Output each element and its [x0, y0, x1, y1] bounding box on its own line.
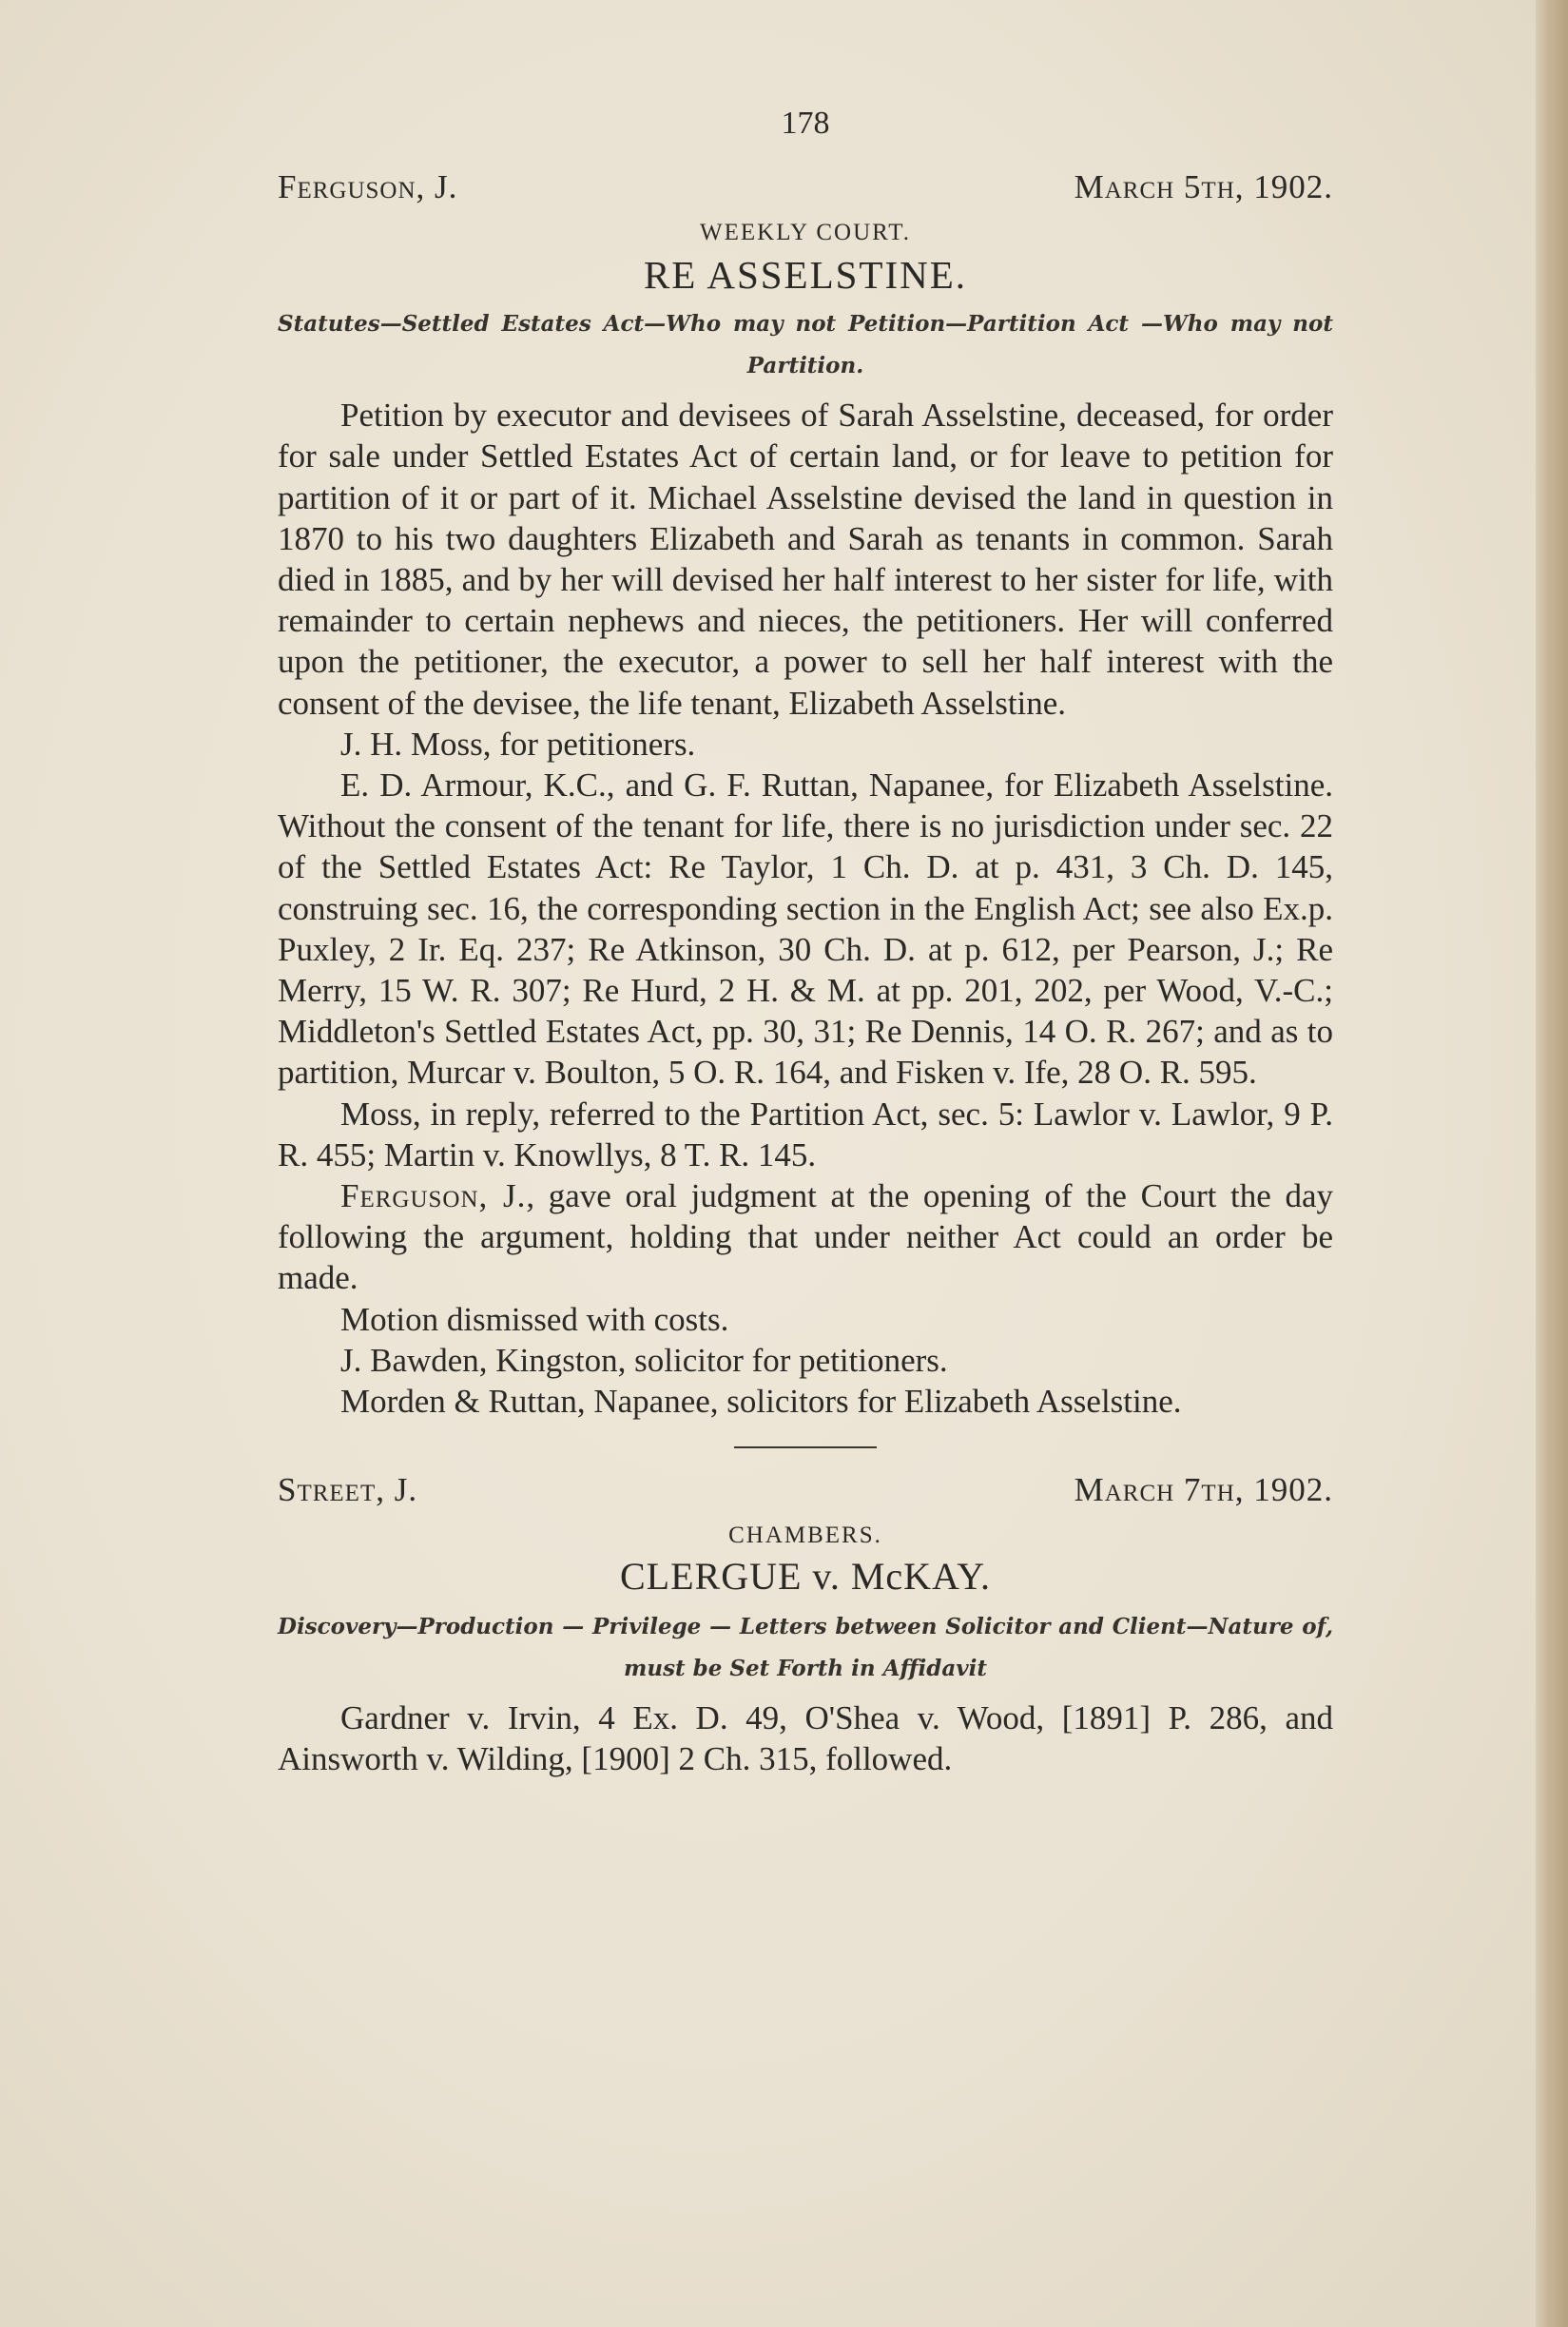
case1-judgment-text: , gave oral judgment at the opening of the Court the day following the argument, holding that under neither Act could an order be made. — [278, 1177, 1333, 1297]
case1-judgment-name: Ferguson, J. — [340, 1177, 527, 1215]
case2-headnote: Discovery—Production — Privilege — Letters between Solicitor and Client—Nature of, must be Set Forth in Affidavit — [278, 1614, 1333, 1682]
case1-solicitor-respondent: Morden & Ruttan, Napanee, solicitors for Elizabeth Asselstine. — [340, 1383, 1182, 1421]
case2-date: March 7th, 1902. — [1074, 1471, 1333, 1509]
case1-court: WEEKLY COURT. — [700, 220, 911, 246]
case1-date: March 5th, 1902. — [1074, 168, 1333, 206]
case1-judgment — [278, 1175, 1333, 1299]
page-text — [278, 103, 1333, 1780]
case2-title: CLERGUE v. McKAY. — [620, 1555, 991, 1599]
case2-court: CHAMBERS. — [728, 1522, 882, 1549]
case1-paragraph-3: E. D. Armour, K.C., and G. F. Ruttan, Napanee, for Elizabeth Asselstine. Without the consent of the tenant for life, there is no jurisdiction under sec. 22 of the Settled Estates Act: Re Taylor, 1 Ch. D. at p. 431, 3 Ch. D. 145, construing sec. 16, the corresponding section in the English Act; see also Ex.p. Puxley, 2 Ir. Eq. 237; Re Atkinson, 30 Ch. D. at p. 612, per Pearson, J.; Re Merry, 15 W. R. 307; Re Hurd, 2 H. & M. at pp. 201, 202, per Wood, V.-C.; Middleton's Settled Estates Act, pp. 30, 31; Re Dennis, 14 O. R. 267; and as to partition, Murcar v. Boulton, 5 O. R. 164, and Fisken v. Ife, 28 O. R. 595. — [278, 766, 1333, 1092]
case1-title: RE ASSELSTINE. — [643, 253, 968, 298]
page-edge-shadow — [1536, 0, 1568, 2327]
case2-judge: Street, J. — [278, 1471, 418, 1509]
case1-paragraph-2: J. H. Moss, for petitioners. — [340, 725, 696, 763]
section-divider — [734, 1446, 877, 1448]
case2-paragraph: Gardner v. Irvin, 4 Ex. D. 49, O'Shea v. Wood, [1891] P. 286, and Ainsworth v. Wilding, [1900] 2 Ch. 315, followed. — [278, 1699, 1333, 1778]
case1-dateline — [278, 166, 1333, 208]
case1-headnote: Statutes—Settled Estates Act—Who may not Petition—Partition Act —Who may not Partition. — [278, 311, 1333, 379]
case2-dateline — [278, 1469, 1333, 1511]
case1-disposition: Motion dismissed with costs. — [340, 1300, 729, 1338]
case1-judge: Ferguson, J. — [278, 168, 458, 206]
page-number: 178 — [781, 106, 830, 141]
case1-solicitor-petitioners: J. Bawden, Kingston, solicitor for petitioners. — [340, 1341, 948, 1379]
case1-paragraph-1: Petition by executor and devisees of Sarah Asselstine, deceased, for order for sale under Settled Estates Act of certain land, or for leave to petition for partition of it or part of it. Michael Asselstine devised the land in question in 1870 to his two daughters Elizabeth and Sarah as tenants in common. Sarah died in 1885, and by her will devised her half interest to her sister for life, with remainder to certain nephews and nieces, the petitioners. Her will conferred upon the petitioner, the executor, a power to sell her half interest with the consent of the devisee, the life tenant, Elizabeth Asselstine. — [278, 397, 1333, 722]
case1-paragraph-4: Moss, in reply, referred to the Partition Act, sec. 5: Lawlor v. Lawlor, 9 P. R. 455; Martin v. Knowllys, 8 T. R. 145. — [278, 1095, 1333, 1173]
